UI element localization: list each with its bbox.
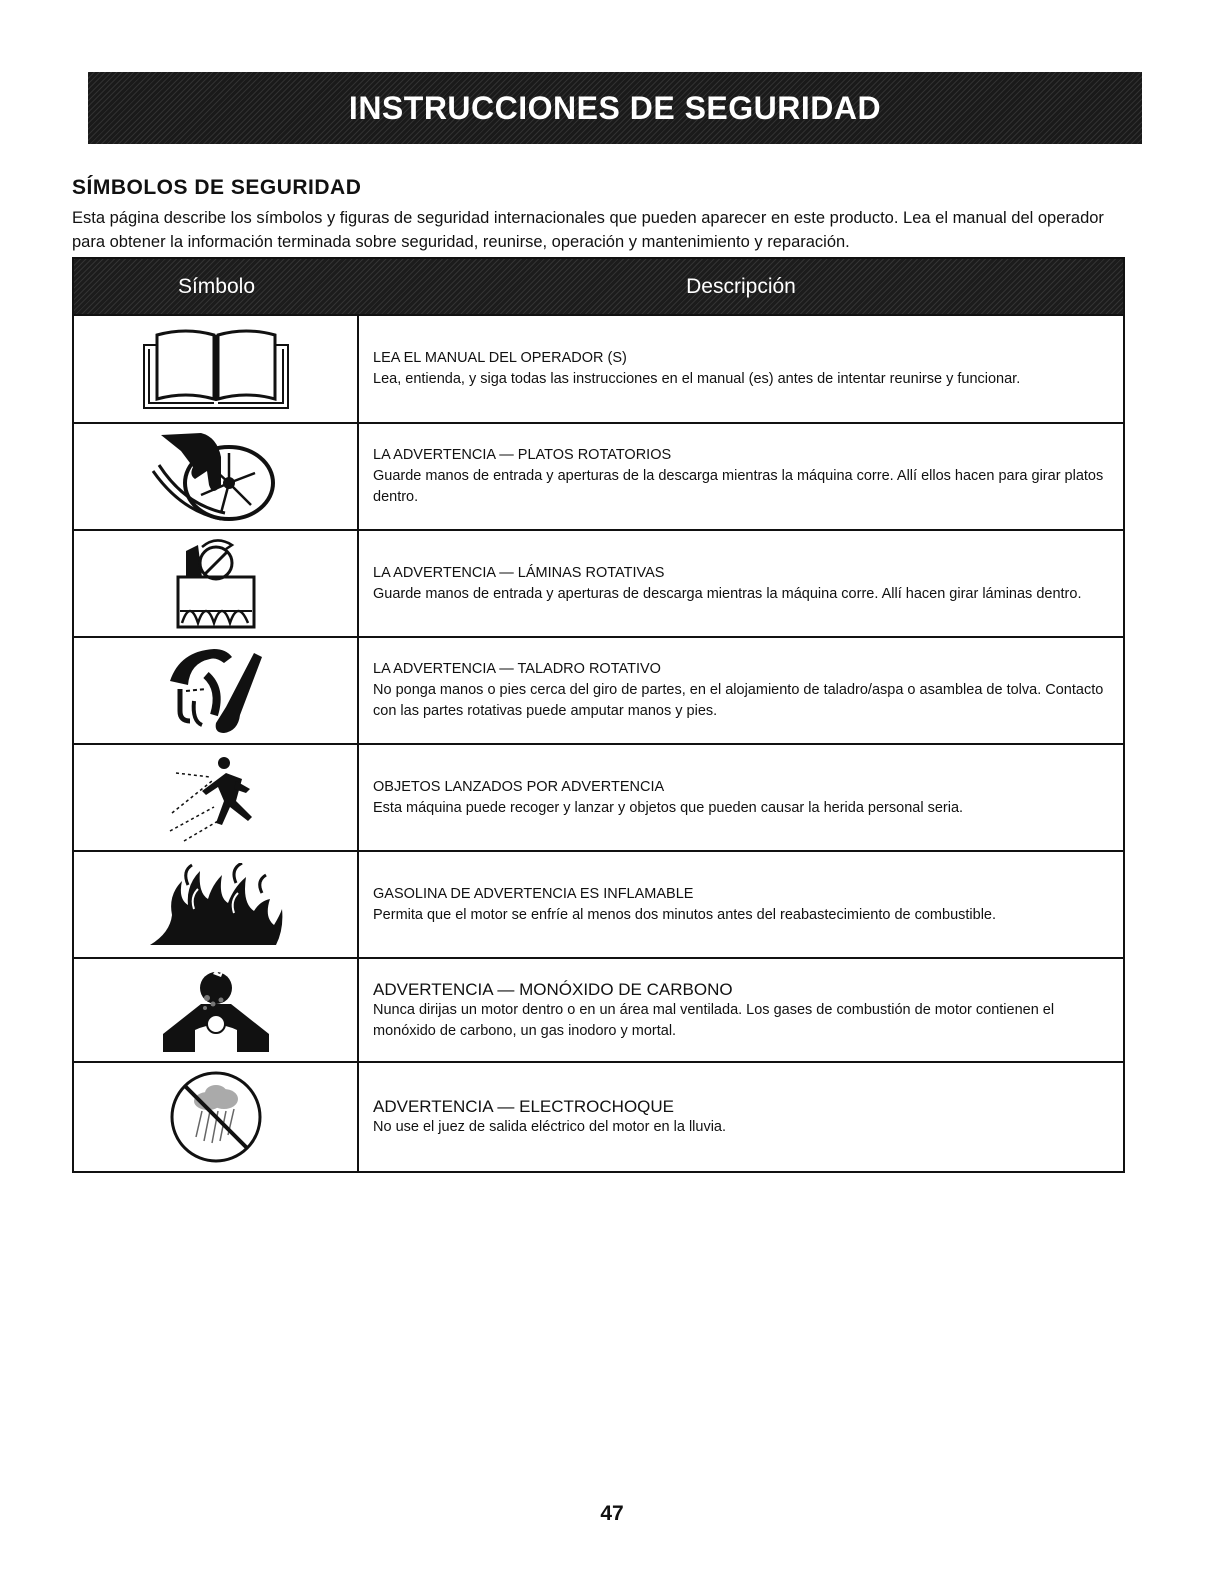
- header-description: Descripción: [686, 274, 796, 298]
- rotating-blades-icon: [176, 537, 256, 631]
- symbol-cell: [74, 424, 359, 529]
- row-title: LA ADVERTENCIA — TALADRO ROTATIVO: [373, 661, 661, 677]
- row-text: Esta máquina puede recoger y lanzar y objetos que pueden causar la herida personal seria.: [373, 799, 964, 816]
- row-title: GASOLINA DE ADVERTENCIA ES INFLAMABLE: [373, 885, 694, 902]
- flames-icon: [148, 863, 284, 947]
- row-text: Nunca dirijas un motor dentro o en un área mal ventilada. Los gases de combustión de motor contienen el monóxido de carbono, un gas inodoro y mortal.: [373, 1001, 1055, 1039]
- intro-paragraph: Esta página describe los símbolos y figuras de seguridad internacionales que pueden aparecer en este producto. Lea el manual del operador para obtener la información terminada sobre seguridad, reunirse, operación y mantenimiento y reparación.: [72, 209, 1104, 251]
- description-cell: [359, 745, 1123, 850]
- description-cell: [359, 316, 1123, 422]
- carbon-monoxide-icon: [161, 968, 271, 1052]
- rotating-impeller-hand-icon: [151, 431, 281, 523]
- symbol-cell: [74, 531, 359, 636]
- row-text: Lea, entienda, y siga todas las instrucciones en el manual (es) antes de intentar reunirse y funcionar.: [373, 371, 1021, 387]
- symbol-cell: [74, 959, 359, 1061]
- description-cell: [359, 1063, 1123, 1171]
- row-text: Guarde manos de entrada y aperturas de la descarga mientras la máquina corre. Allí ellos hacen para girar platos dentro.: [373, 468, 1104, 505]
- table-row: [74, 1061, 1123, 1171]
- header-symbol: Símbolo: [177, 274, 256, 298]
- row-title: LEA EL MANUAL DEL OPERADOR (S): [373, 350, 627, 366]
- symbol-cell: [74, 316, 359, 422]
- table-row: [74, 422, 1123, 529]
- symbol-cell: [74, 638, 359, 743]
- row-text: No use el juez de salida eléctrico del motor en la lluvia.: [373, 1119, 727, 1135]
- description-cell: [359, 424, 1123, 529]
- title-banner: [88, 72, 1142, 144]
- table-row: [74, 743, 1123, 850]
- no-rain-icon: [168, 1069, 264, 1165]
- table-header: [74, 259, 1123, 314]
- table-row: [74, 314, 1123, 422]
- table-row: [74, 636, 1123, 743]
- banner-title: INSTRUCCIONES DE SEGURIDAD: [348, 89, 882, 126]
- row-title: ADVERTENCIA — ELECTROCHOQUE: [373, 1097, 675, 1116]
- table-row: [74, 957, 1123, 1061]
- rotating-auger-icon: [166, 645, 266, 737]
- row-title: ADVERTENCIA — MONÓXIDO DE CARBONO: [373, 979, 733, 999]
- description-cell: [359, 959, 1123, 1061]
- table-row: [74, 529, 1123, 636]
- row-text: Permita que el motor se enfríe al menos dos minutos antes del reabastecimiento de combustible.: [373, 906, 997, 923]
- symbol-cell: [74, 852, 359, 957]
- row-text: No ponga manos o pies cerca del giro de partes, en el alojamiento de taladro/aspa o asamblea de tolva. Contacto con las partes rotativas puede amputar manos y pies.: [373, 682, 1104, 719]
- thrown-objects-icon: [166, 751, 266, 845]
- symbol-cell: [74, 1063, 359, 1171]
- table-row: [74, 850, 1123, 957]
- symbol-cell: [74, 745, 359, 850]
- row-title: OBJETOS LANZADOS POR ADVERTENCIA: [373, 778, 665, 795]
- safety-symbols-table: [72, 257, 1125, 1173]
- row-title: LA ADVERTENCIA — LÁMINAS ROTATIVAS: [373, 564, 665, 581]
- open-book-icon: [141, 327, 291, 411]
- section-title: SÍMBOLOS DE SEGURIDAD: [72, 176, 362, 199]
- page-number: 47: [600, 1502, 624, 1525]
- description-cell: [359, 531, 1123, 636]
- row-title: LA ADVERTENCIA — PLATOS ROTATORIOS: [373, 447, 672, 463]
- description-cell: [359, 852, 1123, 957]
- row-text: Guarde manos de entrada y aperturas de descarga mientras la máquina corre. Allí hacen girar láminas dentro.: [373, 585, 1082, 602]
- description-cell: [359, 638, 1123, 743]
